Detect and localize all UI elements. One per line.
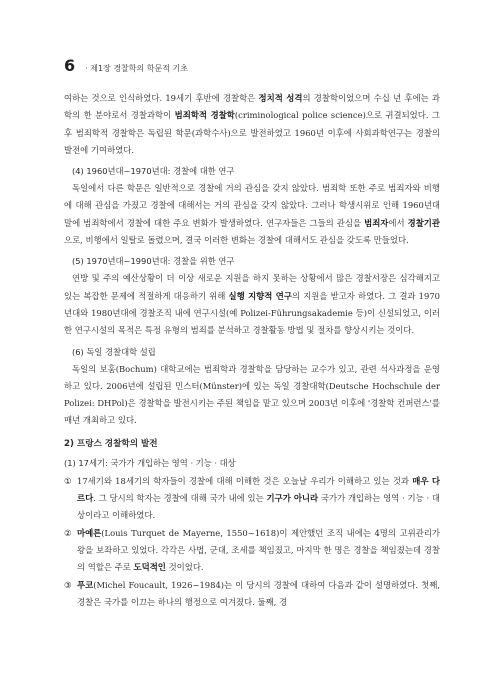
item-marker: ③	[64, 579, 72, 590]
paragraph: 연방 및 주의 예산상황이 더 이상 새로운 지원을 하지 못하는 상황에서 많은 경찰서장은 심각해지고 있는 복잡한 문제에 적절하게 대응하기 위해 실행 지향적 연구의 지원을 받고자 하였다. 그 결과 1970년대와 1980년대에 경찰조직 내에 연구시설(예 Polizei-Führungsakademie 등)이 신설되었고, 이러한 연구시설의 목적은 특정 유형의 범죄를 분석하고 경찰활동 방법 및 절차를 향상시키는 것이다.	[64, 273, 440, 336]
subsection-heading: (1) 17세기: 국가가 개입하는 영역 · 기능 · 대상	[64, 457, 236, 468]
page-content	[64, 90, 440, 611]
list-item: ① 17세기와 18세기의 학자들이 경찰에 대해 이해한 것은 오늘날 우리가 이해하고 있는 것과 매우 다르다. 그 당시의 학자는 경찰에 대해 국가 내에 있는 기구가 아니라 국가가 개입하는 영역 · 기능 · 대상이라고 이해하였다.	[64, 473, 440, 525]
page-header	[64, 56, 188, 75]
item-marker: ①	[64, 475, 72, 486]
section-heading: (4) 1960년대~1970년대: 경찰에 대한 연구	[72, 166, 235, 177]
section-heading: (6) 독일 경찰대학 설립	[72, 346, 156, 357]
list-item: ③ 푸코(Michel Foucault, 1926~1984)는 이 당시의 경찰에 대하여 다음과 같이 설명하였다. 첫째, 경찰은 국가를 이끄는 하나의 행정으로 여겨졌다. 둘째, 경	[64, 577, 440, 612]
paragraph: 여하는 것으로 인식하였다. 19세기 후반에 경찰학은 정치적 성격의 경찰학이었으며 수십 년 후에는 과학의 한 분야로서 경찰과학이 범죄학적 경찰학(criminological police science)으로 귀결되었다. 그 후 범죄학적 경찰학은 독립된 학문(과학수사)으로 발전하였고 1960년 이후에 사회과학연구는 경찰의 발전에 기여하였다.	[64, 93, 440, 155]
chapter-label: · 제1장 경찰학의 학문적 기초	[85, 64, 188, 73]
page-number: 6	[64, 56, 76, 75]
major-heading: 2) 프랑스 경찰학의 발전	[64, 438, 158, 449]
section-heading: (5) 1970년대~1990년대: 경찰을 위한 연구	[72, 256, 235, 267]
paragraph: 독일의 보훔(Bochum) 대학교에는 범죄학과 경찰학을 담당하는 교수가 있고, 관련 석사과정을 운영하고 있다. 2006년에 설립된 민스터(Münster)에 있는 독일 경찰대학(Deutsche Hochschule der Polizei: DHPol)은 경찰학을 발전시키는 주된 책임을 맡고 있으며 2003년 이후에 '경찰학 컨퍼런스'를 매년 개최하고 있다.	[64, 363, 440, 426]
list-item: ② 마예른(Louis Turquet de Mayerne, 1550~1618)이 제안했던 조직 내에는 4명의 고위관리가 왕을 보좌하고 있었다. 각각은 사법, 군대, 조세를 책임졌고, 마지막 한 명은 경찰을 책임졌는데 경찰의 역할은 주로 도덕적인 것이었다.	[64, 525, 440, 577]
paragraph: 독일에서 다른 학문은 일반적으로 경찰에 거의 관심을 갖지 않았다. 범죄학 또한 주로 범죄자와 비행에 대해 관심을 가졌고 경찰에 대해서는 거의 관심을 갖지 않았다. 그러나 학생시위로 인해 1960년대 말에 범죄학에서 경찰에 대한 주요 변화가 발생하였다. 연구자들은 그들의 관심을 범죄자에서 경찰기관으로, 비행에서 일탈로 돌렸으며, 결국 이러한 변화는 경찰에 대해서도 관심을 갖도록 만들었다.	[64, 183, 440, 246]
item-marker: ②	[64, 527, 72, 538]
